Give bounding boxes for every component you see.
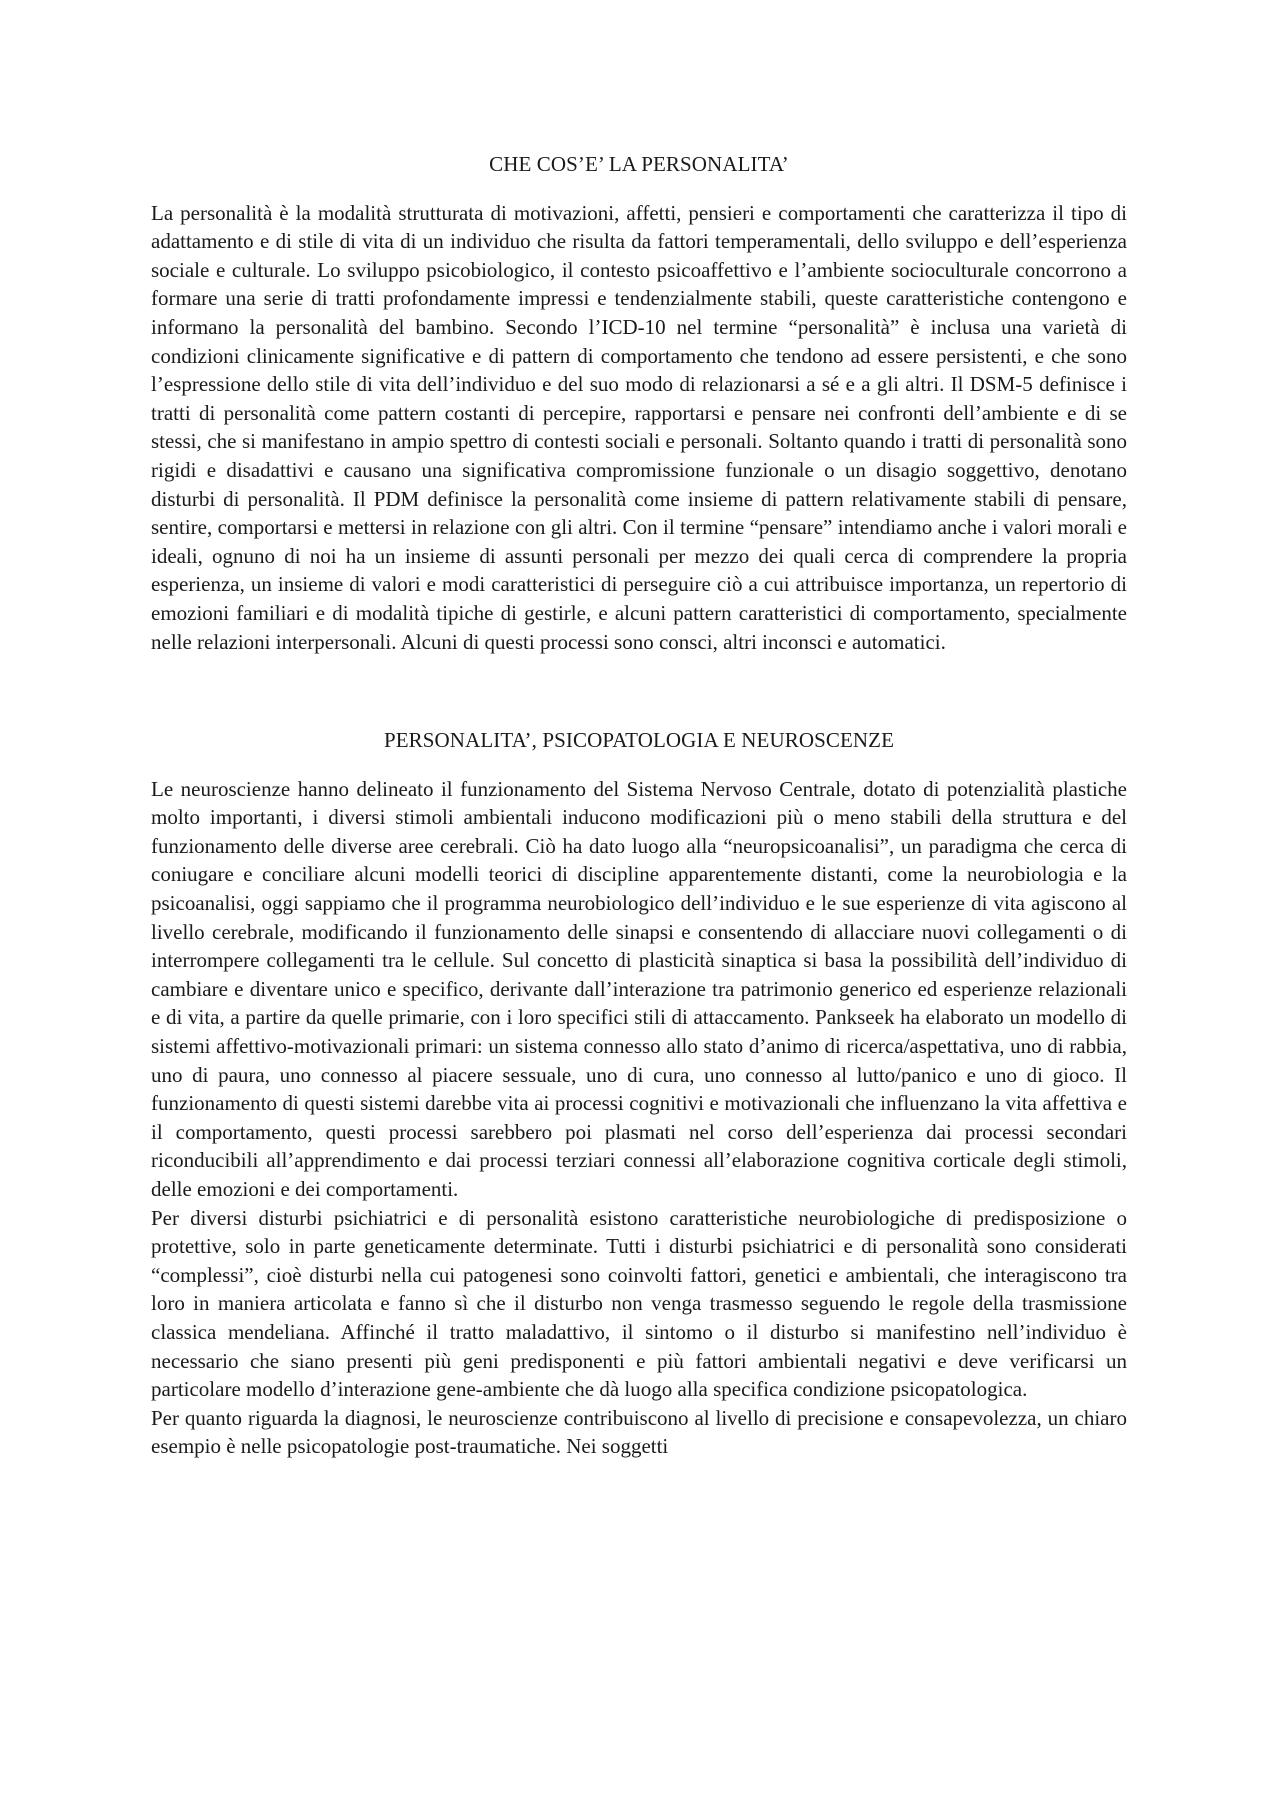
- body-paragraph: La personalità è la modalità strutturata di motivazioni, affetti, pensieri e comportamenti che caratterizza il tipo di adattamento e di stile di vita di un individuo che risulta da fattori temperamentali, dello sviluppo e dell’esperienza sociale e culturale. Lo sviluppo psicobiologico, il contesto psicoaffettivo e l’ambiente socioculturale concorrono a formare una serie di tratti profondamente impressi e tendenzialmente stabili, queste caratteristiche contengono e informano la personalità del bambino. Secondo l’ICD-10 nel termine “personalità” è inclusa una varietà di condizioni clinicamente significative e di pattern di comportamento che tendono ad essere persistenti, e che sono l’espressione dello stile di vita dell’individuo e del suo modo di relazionarsi a sé e a gli altri. Il DSM-5 definisce i tratti di personalità come pattern costanti di percepire, rapportarsi e pensare nei confronti dell’ambiente e di se stessi, che si manifestano in ampio spettro di contesti sociali e personali. Soltanto quando i tratti di personalità sono rigidi e disadattivi e causano una significativa compromissione funzionale o un disagio soggettivo, denotano disturbi di personalità. Il PDM definisce la personalità come insieme di pattern relativamente stabili di pensare, sentire, comportarsi e mettersi in relazione con gli altri. Con il termine “pensare” intendiamo anche i valori morali e ideali, ognuno di noi ha un insieme di assunti personali per mezzo dei quali cerca di comprendere la propria esperienza, un insieme di valori e modi caratteristici di perseguire ciò a cui attribuisce importanza, un repertorio di emozioni familiari e di modalità tipiche di gestirle, e alcuni pattern caratteristici di comportamento, specialmente nelle relazioni interpersonali. Alcuni di questi processi sono consci, altri inconsci e automatici.: [151, 200, 1127, 654]
- section-what-is-personality: [151, 150, 1127, 656]
- body-paragraph: Le neuroscienze hanno delineato il funzionamento del Sistema Nervoso Centrale, dotato di potenzialità plastiche molto importanti, i diversi stimoli ambientali inducono modificazioni più o meno stabili della struttura e del funzionamento delle diverse aree cerebrali. Ciò ha dato luogo alla “neuropsicoanalisi”, un paradigma che cerca di coniugare e conciliare alcuni modelli teorici di discipline apparentemente distanti, come la neurobiologia e la psicoanalisi, oggi sappiamo che il programma neurobiologico dell’individuo e le sue esperienze di vita agiscono al livello cerebrale, modificando il funzionamento delle sinapsi e consentendo di allacciare nuovi collegamenti o di interrompere collegamenti tra le cellule. Sul concetto di plasticità sinaptica si basa la possibilità dell’individuo di cambiare e diventare unico e specifico, derivante dall’interazione tra patrimonio generico ed esperienze relazionali e di vita, a partire da quelle primarie, con i loro specifici stili di attaccamento. Pankseek ha elaborato un modello di sistemi affettivo-motivazionali primari: un sistema connesso allo stato d’animo di ricerca/aspettativa, uno di rabbia, uno di paura, uno connesso al piacere sessuale, uno di cura, uno connesso al lutto/panico e uno di gioco. Il funzionamento di questi sistemi darebbe vita ai processi cognitivi e motivazionali che influenzano la vita affettiva e il comportamento, questi processi sarebbero poi plasmati nel corso dell’esperienza dai processi secondari riconducibili all’apprendimento e dai processi terziari connessi all’elaborazione cognitiva corticale degli stimoli, delle emozioni e dei comportamenti.: [151, 776, 1127, 1201]
- page-content: [151, 150, 1127, 1461]
- section-heading: PERSONALITA’, PSICOPATOLOGIA E NEUROSCENZE: [383, 728, 895, 753]
- body-paragraph: Per diversi disturbi psichiatrici e di personalità esistono caratteristiche neurobiologiche di predisposizione o protettive, solo in parte geneticamente determinate. Tutti i disturbi psichiatrici e di personalità sono considerati “complessi”, cioè disturbi nella cui patogenesi sono coinvolti fattori, genetici e ambientali, che interagiscono tra loro in maniera articolata e fanno sì che il disturbo non venga trasmesso seguendo le regole della trasmissione classica mendeliana. Affinché il tratto maladattivo, il sintomo o il disturbo si manifestino nell’individuo è necessario che siano presenti più geni predisponenti e più fattori ambientali negativi e deve verificarsi un particolare modello d’interazione gene-ambiente che dà luogo alla specifica condizione psicopatologica.: [151, 1205, 1127, 1402]
- section-personality-psychopathology-neuroscience: [151, 726, 1127, 1461]
- section-heading: CHE COS’E’ LA PERSONALITA’: [489, 152, 789, 176]
- body-paragraph: Per quanto riguarda la diagnosi, le neuroscienze contribuiscono al livello di precisione e consapevolezza, un chiaro esempio è nelle psicopatologie post-traumatiche. Nei soggetti: [151, 1405, 1127, 1459]
